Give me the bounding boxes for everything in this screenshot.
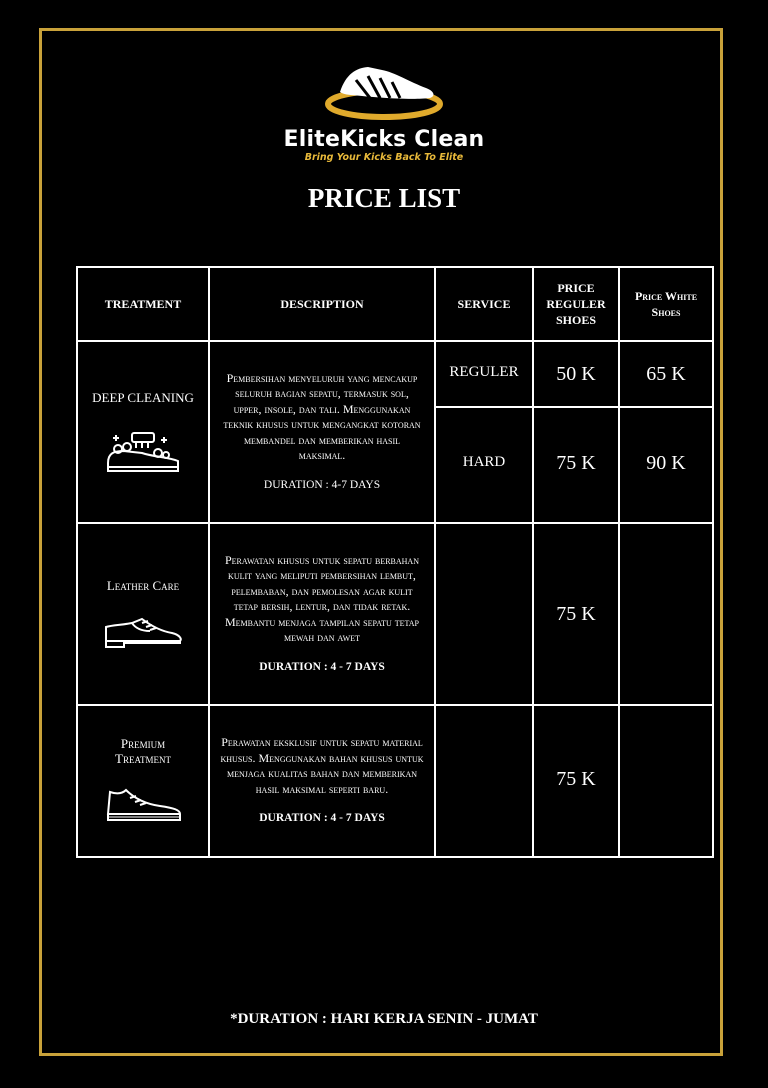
treatment-name: Leather Care xyxy=(106,577,180,593)
treatment-cell xyxy=(77,705,209,857)
price-white-cell xyxy=(619,523,713,705)
header-price-white: Price White Shoes xyxy=(619,267,713,341)
price-white-cell xyxy=(619,705,713,857)
footer-note: *DURATION : HARI KERJA SENIN - JUMAT xyxy=(230,1011,538,1027)
page-title: PRICE LIST xyxy=(307,183,461,213)
duration-text: DURATION : 4 - 7 DAYS xyxy=(259,660,385,673)
description-cell xyxy=(209,341,435,523)
brand-logo xyxy=(0,62,768,164)
price-reguler-cell: 75 K xyxy=(533,407,619,523)
shoe-wash-icon xyxy=(102,423,184,475)
description-text: Perawatan khusus untuk sepatu berbahan kulit yang meliputi pembersihan lembut, pelembaban, dan pemolesan agar kulit tetap bersih, lentur, dan tidak retak. Membantu menjaga tampilan sepatu tetap mewah dan awet xyxy=(224,552,419,645)
header-description: DESCRIPTION xyxy=(209,267,435,341)
service-cell: HARD xyxy=(435,407,533,523)
duration-text: DURATION : 4 - 7 DAYS xyxy=(259,812,385,825)
treatment-cell xyxy=(77,341,209,523)
header-price-reguler: PRICE REGULER SHOES xyxy=(533,267,619,341)
header-service: SERVICE xyxy=(435,267,533,341)
service-cell: REGULER xyxy=(435,341,533,407)
description-cell xyxy=(209,523,435,705)
brand-tagline: Bring Your Kicks Back To Elite xyxy=(304,152,464,163)
sneaker-logo-icon xyxy=(322,62,446,124)
treatment-name: Premium Treatment xyxy=(115,736,171,766)
header-treatment: TREATMENT xyxy=(77,267,209,341)
duration-text: DURATION : 4-7 DAYS xyxy=(263,478,381,491)
price-white-cell: 90 K xyxy=(619,407,713,523)
table-row xyxy=(77,523,713,705)
price-table xyxy=(76,266,714,858)
price-reguler-cell: 75 K xyxy=(533,523,619,705)
price-reguler-cell: 50 K xyxy=(533,341,619,407)
treatment-name: DEEP CLEANING xyxy=(92,389,194,405)
service-cell xyxy=(435,705,533,857)
table-row xyxy=(77,705,713,857)
sneaker-icon xyxy=(102,784,184,826)
treatment-cell xyxy=(77,523,209,705)
description-cell xyxy=(209,705,435,857)
table-row xyxy=(77,341,713,407)
table-header-row xyxy=(77,267,713,341)
description-text: Pembersihan menyeluruh yang mencakup seluruh bagian sepatu, termasuk sol, upper, insole, dan tali. Menggunakan teknik khusus untuk mengangkat kotoran membandel dan memberikan hasil maksimal. xyxy=(223,370,421,463)
service-cell xyxy=(435,523,533,705)
description-text: Perawatan eksklusif untuk sepatu material khusus. Menggunakan bahan khusus untuk menjaga kualitas bahan dan memberikan hasil maksimal seperti baru. xyxy=(220,735,424,796)
price-reguler-cell: 75 K xyxy=(533,705,619,857)
price-white-cell: 65 K xyxy=(619,341,713,407)
leather-shoe-icon xyxy=(102,611,184,651)
brand-name: EliteKicks Clean xyxy=(283,127,485,152)
